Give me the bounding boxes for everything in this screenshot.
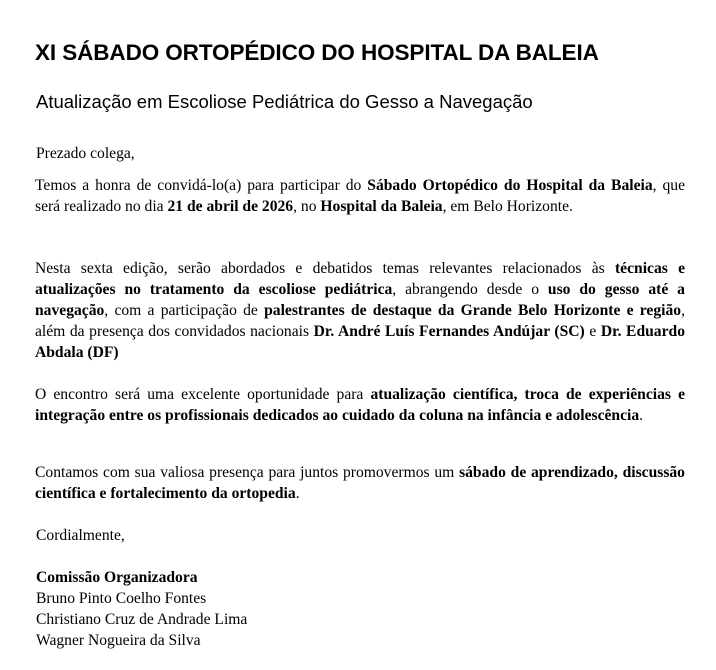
topic-range: uso do gesso até a navegação [35,281,685,319]
speakers-highlight: palestrantes de destaque da Grande Belo Horizonte e região [264,302,682,319]
paragraph-text: , que será realizado no dia [35,177,686,215]
paragraph-text: e [584,323,601,340]
paragraph-text: O encontro será uma excelente oportunidade para [35,386,371,403]
paragraph-opportunity [35,384,685,426]
paragraph-text: Contamos com sua valiosa presença para juntos promovermos um [35,464,460,481]
committee-name: Comissão Organizadora [36,569,198,586]
paragraph-text: , em Belo Horizonte. [442,198,573,215]
event-subtitle: Atualização em Escoliose Pediátrica do Gesso a Navegação [36,91,533,112]
opportunity-highlight: atualização científica, troca de experiências e integração entre os profissionais dedicados ao cuidado da coluna na infância e adolescência [35,386,685,424]
committee-member: Bruno Pinto Coelho Fontes [36,590,207,607]
paragraph-text: , no [293,198,321,215]
salutation: Prezado colega, [36,145,135,162]
paragraph-presence [35,462,685,504]
paragraph-text: , abrangendo desde o [392,281,548,298]
guest-speaker-1: Dr. André Luís Fernandes Andújar (SC) [313,323,585,340]
paragraph-text: , além da presença dos convidados nacionais [35,302,685,340]
committee-member: Christiano Cruz de Andrade Lima [36,611,248,628]
paragraph-text: , com a participação de [104,302,265,319]
paragraph-invitation [35,175,685,217]
paragraph-text: . [639,407,644,424]
closing: Cordialmente, [36,527,125,544]
paragraph-text: Temos a honra de convidá-lo(a) para participar do [35,177,368,194]
paragraph-text: Nesta sexta edição, serão abordados e debatidos temas relevantes relacionados às [35,260,615,277]
paragraph-topics [35,258,685,363]
paragraph-text: . [295,485,300,502]
event-venue: Hospital da Baleia [320,198,443,215]
event-title: XI SÁBADO ORTOPÉDICO DO HOSPITAL DA BALEIA [35,40,599,65]
event-name: Sábado Ortopédico do Hospital da Baleia [367,177,653,194]
presence-highlight: sábado de aprendizado, discussão científica e fortalecimento da ortopedia [35,464,685,502]
committee-member: Wagner Nogueira da Silva [36,632,201,649]
guest-speaker-2: Dr. Eduardo Abdala (DF) [35,323,685,361]
event-date: 21 de abril de 2026 [167,198,294,215]
signature-block [36,567,247,651]
topic-highlight: técnicas e atualizações no tratamento da escoliose pediátrica [35,260,685,298]
